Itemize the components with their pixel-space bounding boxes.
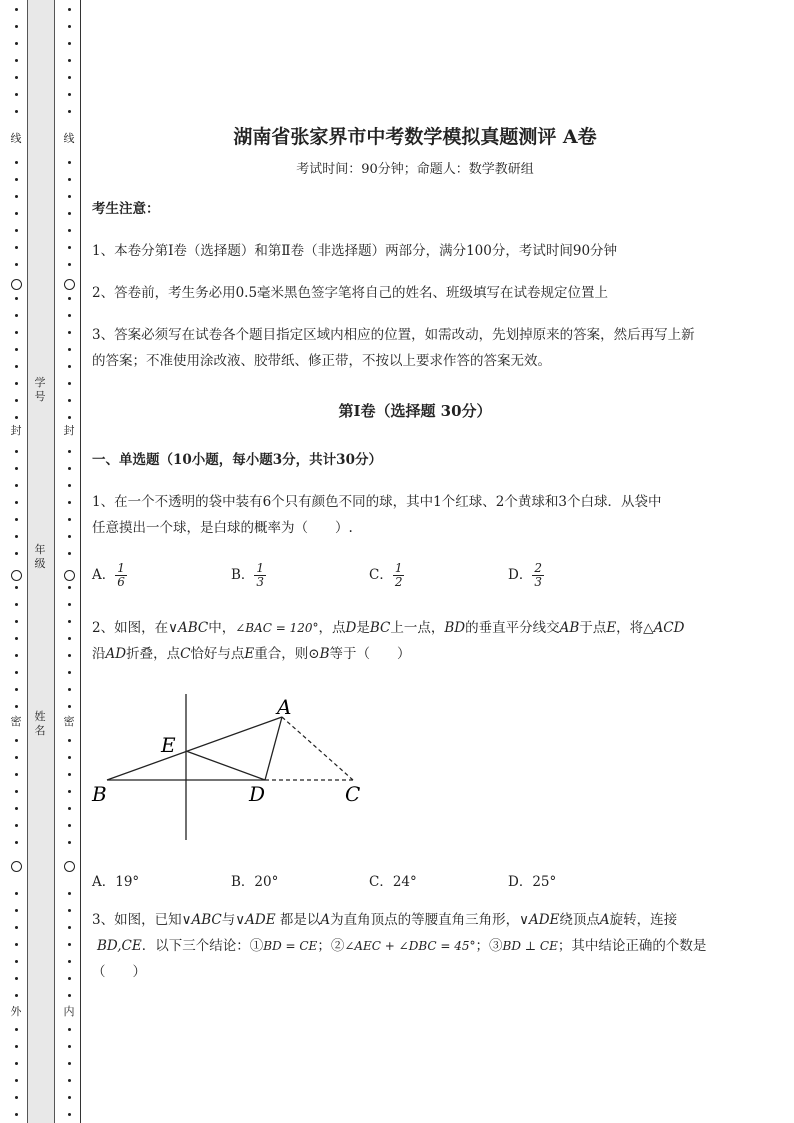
seal-circle [64, 279, 75, 290]
seal-dot [15, 739, 18, 742]
segment-ad [265, 717, 282, 780]
seal-circle [11, 861, 22, 872]
seal-dot [68, 467, 71, 470]
seal-dot [68, 1028, 71, 1031]
q3-stem-line2: BD,CE．以下三个结论：①BD = CE；②∠AEC + ∠DBC = 45°；③BD ⊥ CE；其中结论正确的个数是 [97, 938, 707, 954]
seal-dot [68, 484, 71, 487]
part-heading: 一、单选题（10小题，每小题3分，共计30分） [92, 452, 382, 468]
seal-dot [68, 93, 71, 96]
q1-option-a: A． $\frac{1}{6}$ [92, 561, 125, 589]
seal-dot [15, 365, 18, 368]
seal-dot [15, 637, 18, 640]
student-number-label: 学号 [34, 376, 46, 403]
q2-stem-line2: 沿AD折叠，点C恰好与点E重合，则⊙B等于（ ） [92, 646, 411, 662]
seal-dot [68, 773, 71, 776]
seal-dot [15, 484, 18, 487]
seal-dot [15, 246, 18, 249]
seal-dot [68, 450, 71, 453]
seal-dot [15, 314, 18, 317]
seal-dot [68, 331, 71, 334]
q1-option-d: D． $\frac{2}{3}$ [508, 561, 542, 589]
segment-ac-dashed [282, 717, 353, 780]
seal-dot [15, 773, 18, 776]
seal-dot [68, 1096, 71, 1099]
seal-dot [15, 603, 18, 606]
seal-dot [68, 807, 71, 810]
seal-dot [68, 926, 71, 929]
seal-dot [15, 263, 18, 266]
seal-dot [68, 1079, 71, 1082]
exam-title: 湖南省张家界市中考数学模拟真题测评 A卷 [233, 126, 597, 148]
seal-dot [15, 1062, 18, 1065]
seal-dot [68, 671, 71, 674]
point-label-d: D [249, 782, 266, 806]
seal-dot [15, 331, 18, 334]
seal-dot [15, 229, 18, 232]
seal-dot [15, 450, 18, 453]
seal-dot [68, 178, 71, 181]
seal-dot [15, 297, 18, 300]
seal-dot [68, 365, 71, 368]
seal-dot [15, 943, 18, 946]
point-label-c: C [345, 782, 361, 806]
seal-dot [15, 42, 18, 45]
seal-dot [68, 501, 71, 504]
seal-dot [15, 535, 18, 538]
seal-dot [15, 178, 18, 181]
notice-heading: 考生注意： [92, 201, 160, 217]
seal-dot [68, 637, 71, 640]
q1-option-c: C． $\frac{1}{2}$ [369, 561, 403, 589]
q2-option-a: A．19° [92, 874, 140, 890]
q2-stem-line1: 2、如图，在∨ABC中，∠BAC = 120°，点D是BC上一点，BD的垂直平分线交AB于点E，将△ACD [92, 620, 685, 636]
q3-stem-line3: （ ） [92, 964, 146, 980]
seal-dot [68, 892, 71, 895]
seal-dot [15, 59, 18, 62]
seal-dot [68, 841, 71, 844]
seal-char-mi: 密 [10, 715, 22, 728]
seal-dot [68, 909, 71, 912]
seal-dot [68, 994, 71, 997]
seal-char-feng-inner: 封 [63, 424, 75, 437]
seal-dot [68, 229, 71, 232]
q2-option-c: C．24° [369, 874, 417, 890]
seal-circle [64, 570, 75, 581]
notice-item-1: 1、本卷分第I卷（选择题）和第Ⅱ卷（非选择题）两部分，满分100分，考试时间90分钟 [92, 243, 618, 259]
seal-dot [68, 586, 71, 589]
seal-dot [15, 756, 18, 759]
seal-dot [68, 42, 71, 45]
seal-dot [15, 25, 18, 28]
seal-dot [15, 76, 18, 79]
seal-dot [15, 994, 18, 997]
q1-stem-line2: 任意摸出一个球，是白球的概率为（ ）. [92, 520, 353, 536]
point-label-a: A [277, 695, 292, 719]
seal-dot [15, 1028, 18, 1031]
seal-char-nei: 内 [63, 1005, 75, 1018]
grade-label: 年级 [34, 543, 46, 570]
seal-dot [15, 824, 18, 827]
seal-dot [15, 110, 18, 113]
seal-dot [15, 348, 18, 351]
q1-option-b: B． $\frac{1}{3}$ [231, 561, 265, 589]
seal-dot [15, 960, 18, 963]
seal-dot [68, 110, 71, 113]
seal-char-mi-inner: 密 [63, 715, 75, 728]
seal-dot [68, 195, 71, 198]
q2-option-b: B．20° [231, 874, 279, 890]
seal-dot [15, 1045, 18, 1048]
seal-dot [68, 1113, 71, 1116]
seal-dot [15, 501, 18, 504]
seal-dot [68, 518, 71, 521]
seal-dot [15, 620, 18, 623]
seal-dot [15, 518, 18, 521]
seal-dot [68, 790, 71, 793]
seal-dot [68, 943, 71, 946]
seal-dot [68, 382, 71, 385]
seal-dot [15, 790, 18, 793]
seal-dot [68, 297, 71, 300]
seal-dot [68, 654, 71, 657]
seal-dot [68, 76, 71, 79]
seal-dot [15, 926, 18, 929]
seal-dot [15, 212, 18, 215]
seal-dot [68, 1045, 71, 1048]
q3-stem-line1: 3、如图，已知∨ABC与∨ADE 都是以A为直角顶点的等腰直角三角形，∨ADE绕顶点A旋转，连接 [92, 912, 678, 928]
seal-dot [15, 8, 18, 11]
seal-circle [11, 570, 22, 581]
seal-dot [15, 1096, 18, 1099]
exam-subtitle: 考试时间：90分钟；命题人：数学教研组 [296, 162, 534, 177]
seal-char-wai: 外 [10, 1005, 22, 1018]
seal-dot [68, 756, 71, 759]
seal-dot [68, 620, 71, 623]
point-label-b: B [92, 782, 107, 806]
point-label-e: E [161, 733, 176, 757]
seal-char-xian-inner: 线 [63, 132, 75, 145]
seal-dot [68, 688, 71, 691]
seal-dot [68, 263, 71, 266]
seal-dot [15, 552, 18, 555]
seal-dot [68, 348, 71, 351]
seal-dot [15, 892, 18, 895]
q2-geometry-figure [85, 680, 375, 850]
seal-dot [15, 467, 18, 470]
seal-dot [15, 654, 18, 657]
seal-circle [64, 861, 75, 872]
seal-dot [15, 705, 18, 708]
seal-dot [15, 841, 18, 844]
seal-dot [15, 1079, 18, 1082]
seal-dot [15, 909, 18, 912]
seal-dot [68, 977, 71, 980]
seal-dot [68, 603, 71, 606]
seal-dot [15, 382, 18, 385]
seal-char-feng: 封 [10, 424, 22, 437]
seal-dot [68, 25, 71, 28]
seal-dot [15, 671, 18, 674]
segment-ba [107, 717, 282, 780]
seal-dot [68, 212, 71, 215]
q1-stem-line1: 1、在一个不透明的袋中装有6个只有颜色不同的球，其中1个红球、2个黄球和3个白球．从袋中 [92, 494, 662, 510]
notice-item-3-cont: 的答案；不准使用涂改液、胶带纸、修正带，不按以上要求作答的答案无效。 [92, 353, 551, 369]
q2-option-d: D．25° [508, 874, 557, 890]
name-label: 姓名 [34, 710, 46, 737]
seal-dot [68, 535, 71, 538]
seal-dot [68, 8, 71, 11]
seal-circle [11, 279, 22, 290]
seal-dot [68, 1062, 71, 1065]
notice-item-2: 2、答卷前，考生务必用0.5毫米黑色签字笔将自己的姓名、班级填写在试卷规定位置上 [92, 285, 609, 301]
seal-dot [68, 314, 71, 317]
seal-dot [68, 246, 71, 249]
seal-dot [15, 195, 18, 198]
notice-item-3: 3、答案必须写在试卷各个题目指定区域内相应的位置，如需改动，先划掉原来的答案，然后再写上新 [92, 327, 695, 343]
segment-ed [186, 751, 265, 780]
seal-dot [68, 59, 71, 62]
seal-dot [68, 552, 71, 555]
seal-dot [68, 739, 71, 742]
seal-dot [68, 705, 71, 708]
seal-char-xian: 线 [10, 132, 22, 145]
seal-dot [68, 960, 71, 963]
seal-dot [15, 688, 18, 691]
seal-dot [15, 586, 18, 589]
seal-dot [68, 824, 71, 827]
seal-dot [15, 1113, 18, 1116]
seal-dot [15, 807, 18, 810]
seal-dot [15, 93, 18, 96]
seal-dot [15, 977, 18, 980]
section-title: 第I卷（选择题 30分） [338, 402, 492, 420]
